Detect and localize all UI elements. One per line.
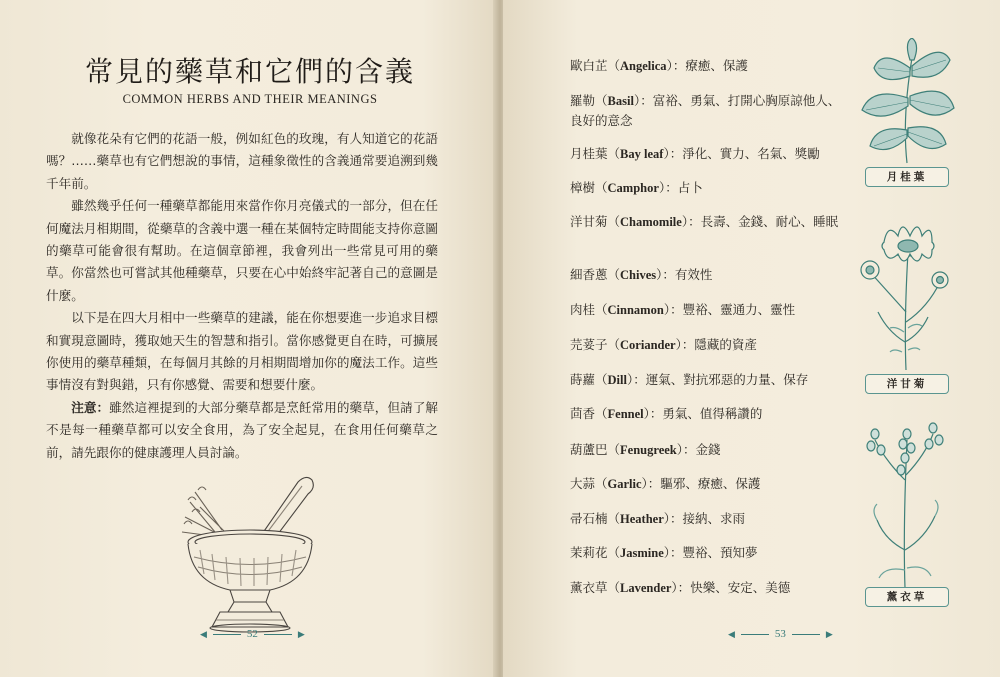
herb-entry: 月桂葉（Bay leaf）：淨化、實力、名氣、獎勵 [570,146,820,161]
page-title: 常見的藥草和它們的含義 [84,55,415,88]
arrow-left-icon: ◀ [200,629,207,639]
arrow-right-icon: ▶ [297,629,305,639]
note-label: 注意： [71,399,110,415]
page-number-left [200,628,305,640]
herb-entry: 樟樹（Camphor）：占卜 [570,180,703,195]
herb-entry: 葫蘆巴（Fenugreek）：金錢 [570,442,721,457]
herb-entry: 大蒜（Garlic）：驅邪、療癒、保護 [570,476,761,491]
illustration-label: 薰衣草 [865,587,949,607]
body-text [46,128,438,464]
page-number: 53 [774,628,786,640]
herb-entry: 茴香（Fennel）：勇氣、值得稱讚的 [570,406,763,421]
page-number-right [728,628,833,640]
arrow-left-icon: ◀ [728,629,735,639]
herb-entry: 細香蔥（Chives）：有效性 [570,267,713,282]
note-paragraph [46,397,438,464]
herb-entry: 歐白芷（Angelica）：療癒、保護 [570,58,748,73]
herb-entry: 芫荽子（Coriander）：隱藏的資產 [570,337,757,352]
paragraph: 以下是在四大月相中一些藥草的建議，能在你想要進一步追求目標和實現意圖時，獲取她天生的智慧和指引。當你感覺更自在時，可擴展你使用的藥草種類，在每個月其餘的月相期間增加你的魔法工作。這些事情沒有對與錯，只有你感覺、需要和想要什麼。 [46,310,438,393]
herb-entry: 羅勒（Basil）：富裕、勇氣、打開心胸原諒他人、良好的意念 [570,93,841,128]
page-number: 52 [246,628,258,640]
herb-entry: 洋甘菊（Chamomile）：長壽、金錢、耐心、睡眠 [570,214,839,229]
chamomile-illustration [848,212,958,372]
illustration-label: 洋甘菊 [865,374,949,394]
mortar-and-pestle-illustration [170,462,330,637]
herb-entry: 帚石楠（Heather）：接納、求雨 [570,511,746,526]
herb-entry: 肉桂（Cinnamon）：豐裕、靈通力、靈性 [570,302,796,317]
arrow-right-icon: ▶ [825,629,833,639]
herb-entry: 蒔蘿（Dill）：運氣、對抗邪惡的力量、保存 [570,372,809,387]
bay-leaf-illustration [852,38,962,168]
lavender-illustration [855,420,955,590]
herb-entry: 茉莉花（Jasmine）：豐裕、預知夢 [570,545,758,560]
herb-entry: 薰衣草（Lavender）：快樂、安定、美德 [570,580,791,595]
paragraph: 就像花朵有它們的花語一般，例如紅色的玫瑰，有人知道它的花語嗎？……藥草也有它們想說的事情，這種象徵性的含義通常要追溯到幾千年前。 [46,131,438,191]
paragraph: 雖然幾乎任何一種藥草都能用來當作你月亮儀式的一部分，但在任何魔法月相期間，從藥草的含義中選一種在某個特定時間能支持你意圖的藥草可能會很有幫助。在這個章節裡，我會列出一些常見可用的藥草。你當然也可嘗試其他種藥草，只要在心中始終牢記著自己的意圖是什麼。 [46,198,438,303]
illustration-label: 月桂葉 [865,167,949,187]
note-text: 雖然這裡提到的大部分藥草都是烹飪常用的藥草，但請了解不是每一種藥草都可以安全食用，為了安全起見，在食用任何藥草之前，請先跟你的健康護理人員討論。 [46,399,439,460]
left-page [0,0,497,677]
page-subtitle: COMMON HERBS AND THEIR MEANINGS [122,92,378,106]
